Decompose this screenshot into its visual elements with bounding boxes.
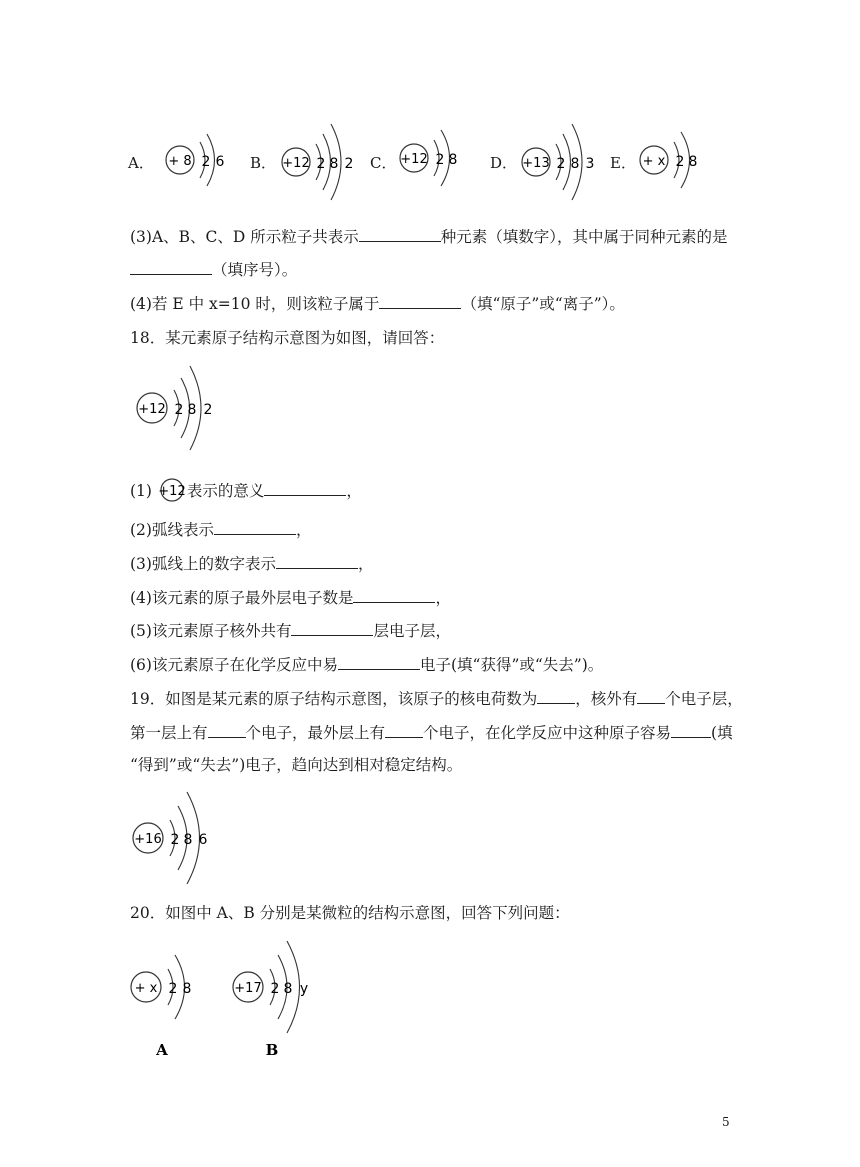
atom-diagram-q20-a xyxy=(128,945,208,1065)
nucleus-label: + x xyxy=(642,154,666,169)
option-c-label: C． xyxy=(370,154,397,172)
answer-blank[interactable] xyxy=(214,518,296,535)
nucleus-label: +12 xyxy=(282,156,310,171)
answer-blank[interactable] xyxy=(291,619,373,636)
answer-blank[interactable] xyxy=(276,552,358,569)
page-number: 5 xyxy=(722,1115,730,1129)
q18-sub1: (1) +12 表示的意义 ， xyxy=(130,478,362,502)
q18-sub4: (4)该元素的原子最外层电子数是 ， xyxy=(130,586,451,608)
q19-line1: 19．如图是某元素的原子结构示意图，该原子的核电荷数为 ，核外有 个电子层， xyxy=(130,687,743,709)
shell-number: 2 xyxy=(344,156,354,172)
shell-number: 2 xyxy=(270,981,280,997)
shell-number: 2 xyxy=(170,832,180,848)
shell-number: 8 xyxy=(570,156,580,172)
answer-blank[interactable] xyxy=(537,687,575,704)
answer-blank[interactable] xyxy=(379,292,461,309)
answer-blank[interactable] xyxy=(359,225,441,242)
atom-diagram-q20-b xyxy=(228,935,328,1065)
q18-stem: 18．某元素原子结构示意图为如图，请回答： xyxy=(130,329,445,347)
atom-diagram-option-b xyxy=(276,110,366,210)
nucleus-label: + 8 xyxy=(168,154,192,169)
svg-text:+12: +12 xyxy=(158,484,186,499)
option-b-label: B． xyxy=(250,154,277,172)
shell-number: 8 xyxy=(187,402,197,418)
shell-number: 2 xyxy=(435,152,445,168)
atom-diagram-q19 xyxy=(130,786,230,890)
answer-blank[interactable] xyxy=(130,258,212,275)
nucleus-label: + x xyxy=(134,981,158,996)
diagram-caption-b: B xyxy=(265,1041,279,1059)
q18-sub5: (5)该元素原子核外共有 层电子层， xyxy=(130,619,451,641)
q19-line3: “得到”或“失去”)电子，趋向达到相对稳定结构。 xyxy=(130,756,463,774)
nucleus-label: +12 xyxy=(138,402,166,417)
shell-number: 8 xyxy=(182,981,192,997)
atom-diagram-q18 xyxy=(130,358,230,458)
shell-number: 6 xyxy=(198,832,208,848)
shell-number: 3 xyxy=(585,156,595,172)
answer-blank[interactable] xyxy=(338,653,420,670)
q18-sub3: (3)弧线上的数字表示 ， xyxy=(130,552,373,574)
shell-number: 2 xyxy=(675,154,685,170)
nucleus-label: +12 xyxy=(400,152,428,167)
shell-number: 2 xyxy=(316,156,326,172)
answer-blank[interactable] xyxy=(385,721,423,738)
q17-sub3-line1: (3)A、B、C、D 所示粒子共表示 种元素（填数字），其中属于同种元素的是 xyxy=(130,225,728,247)
nucleus-label: +13 xyxy=(522,156,550,171)
diagram-caption-a: A xyxy=(156,1041,168,1059)
shell-number: 8 xyxy=(448,152,458,168)
shell-number: 2 xyxy=(556,156,566,172)
answer-blank[interactable] xyxy=(353,586,435,603)
q17-options-row xyxy=(0,110,860,210)
answer-blank[interactable] xyxy=(671,721,711,738)
shell-number: 2 xyxy=(174,402,184,418)
option-d-label: D． xyxy=(490,154,518,172)
q20-stem: 20．如图中 A、B 分别是某微粒的结构示意图，回答下列问题： xyxy=(130,904,570,922)
nucleus-label: +16 xyxy=(134,832,162,847)
answer-blank[interactable] xyxy=(637,687,665,704)
q18-sub6: (6)该元素原子在化学反应中易 电子(填“获得”或“失去”)。 xyxy=(130,653,603,675)
atom-diagram-option-c xyxy=(396,118,476,202)
shell-number: y xyxy=(299,981,309,997)
shell-number: 6 xyxy=(215,154,225,170)
option-a-label: A． xyxy=(128,154,154,172)
shell-number: 8 xyxy=(329,156,339,172)
q17-sub4: (4)若 E 中 x=10 时，则该粒子属于 （填“原子”或“离子”）。 xyxy=(130,292,625,314)
nucleus-label: +17 xyxy=(234,981,262,996)
atom-diagram-option-e xyxy=(636,120,716,204)
q19-line2: 第一层上有 个电子，最外层上有 个电子，在化学反应中这种原子容易 (填 xyxy=(130,721,733,743)
shell-number: 8 xyxy=(283,981,293,997)
shell-number: 2 xyxy=(203,402,213,418)
q18-sub2: (2)弧线表示 ， xyxy=(130,518,311,540)
shell-number: 8 xyxy=(688,154,698,170)
shell-number: 2 xyxy=(201,154,211,170)
shell-number: 2 xyxy=(168,981,178,997)
answer-blank[interactable] xyxy=(208,721,246,738)
atom-diagram-option-d xyxy=(518,110,608,210)
shell-number: 8 xyxy=(183,832,193,848)
nucleus-icon xyxy=(157,478,187,502)
atom-diagram-option-a xyxy=(160,120,250,200)
answer-blank[interactable] xyxy=(264,479,346,496)
q17-sub3-line2: （填序号）。 xyxy=(130,258,297,280)
option-e-label: E． xyxy=(610,154,636,172)
